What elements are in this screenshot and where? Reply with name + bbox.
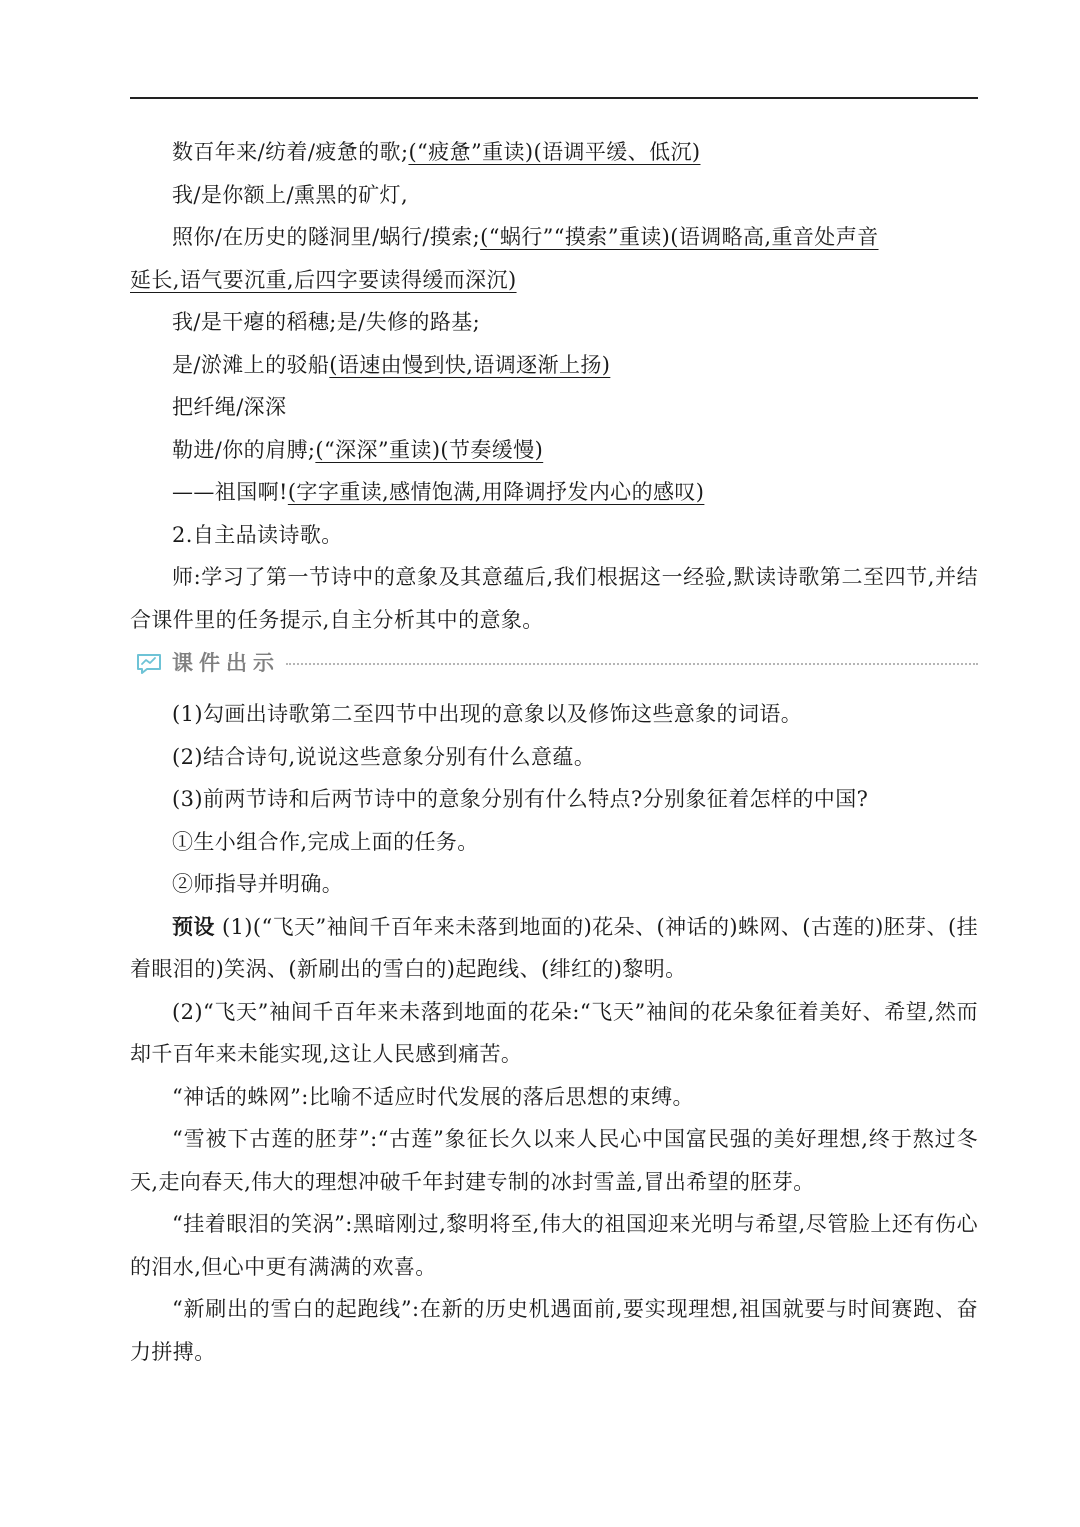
reading-note: (“深深”重读)(节奏缓慢): [315, 437, 544, 462]
step-item: ②师指导并明确。: [172, 872, 344, 896]
answer-paragraph: (2)“飞天”袖间千百年来未落到地面的花朵:“飞天”袖间的花朵象征着美好、希望,然而却千百年来未能实现,这让人民感到痛苦。: [130, 999, 978, 1066]
poem-text: 把纤绳/深深: [172, 395, 287, 419]
poem-line: [130, 174, 978, 217]
task-item: (1)勾画出诗歌第二至四节中出现的意象以及修饰这些意象的词语。: [172, 702, 803, 726]
section-heading-label: 课件出示: [172, 651, 280, 675]
poem-line: [130, 429, 978, 472]
answer-paragraph: “新刷出的雪白的起跑线”:在新的历史机遇面前,要实现理想,祖国就要与时间赛跑、奋力拼搏。: [130, 1297, 978, 1364]
poem-line: [130, 131, 978, 174]
teacher-paragraph: 师:学习了第一节诗中的意象及其意蕴后,我们根据这一经验,默读诗歌第二至四节,并结合课件里的任务提示,自主分析其中的意象。: [130, 565, 978, 632]
heading-dotted-rule: [286, 663, 978, 665]
poem-line: [130, 216, 978, 301]
preset-label: 预设: [172, 913, 215, 939]
poem-text: 照你/在历史的隧洞里/蜗行/摸索;: [172, 225, 481, 249]
task-item: (2)结合诗句,说说这些意象分别有什么意蕴。: [172, 744, 596, 769]
reading-note: (字字重读,感情饱满,用降调抒发内心的感叹): [287, 480, 705, 504]
poem-line: [130, 471, 978, 514]
answer-paragraph: “神话的蛛网”:比喻不适应时代发展的落后思想的束缚。: [172, 1084, 694, 1109]
poem-text: 数百年来/纺着/疲惫的歌;: [172, 140, 409, 164]
answer-paragraph: “雪被下古莲的胚芽”:“古莲”象征长久以来人民心中国富民强的美好理想,终于熬过冬天,走向春天,伟大的理想冲破千年封建专制的冰封雪盖,冒出希望的胚芽。: [130, 1127, 978, 1194]
section-heading: [130, 641, 978, 693]
task-item: (3)前两节诗和后两节诗中的意象分别有什么特点?分别象征着怎样的中国?: [172, 787, 869, 811]
preset-text: (1)(“飞天”袖间千百年来未落到地面的)花朵、(神话的)蛛网、(古莲的)胚芽、(挂着眼泪的)笑涡、(新刷出的雪白的)起跑线、(绯红的)黎明。: [130, 914, 978, 981]
reading-note: (“疲惫”重读)(语调平缓、低沉): [408, 140, 701, 164]
step-item: ①生小组合作,完成上面的任务。: [172, 829, 479, 854]
reading-note: (语速由慢到快,语调逐渐上扬): [329, 352, 611, 377]
poem-text: 我/是你额上/熏黑的矿灯,: [172, 182, 409, 207]
poem-line: [130, 386, 978, 429]
poem-text: 是/淤滩上的驳船: [172, 352, 330, 377]
document-body: [130, 131, 978, 1373]
reading-note: 延长,语气要沉重,后四字要读得缓而深沉): [130, 267, 517, 292]
answer-paragraph: “挂着眼泪的笑涡”:黑暗刚过,黎明将至,伟大的祖国迎来光明与希望,尽管脸上还有伤心的泪水,但心中更有满满的欢喜。: [130, 1212, 978, 1279]
chat-bubble-icon: [136, 653, 162, 675]
step-heading: 2.自主品读诗歌。: [172, 522, 343, 547]
header-rule: [130, 97, 978, 99]
poem-text: 勒进/你的肩膊;: [172, 437, 316, 462]
poem-text: 我/是干瘪的稻穗;是/失修的路基;: [172, 310, 481, 334]
preset-paragraph: [130, 906, 978, 991]
poem-line: [130, 344, 978, 387]
reading-note: (“蜗行”“摸索”重读)(语调略高,重音处声音: [480, 225, 879, 249]
poem-line: [130, 301, 978, 344]
poem-text: ——祖国啊!: [172, 480, 288, 504]
